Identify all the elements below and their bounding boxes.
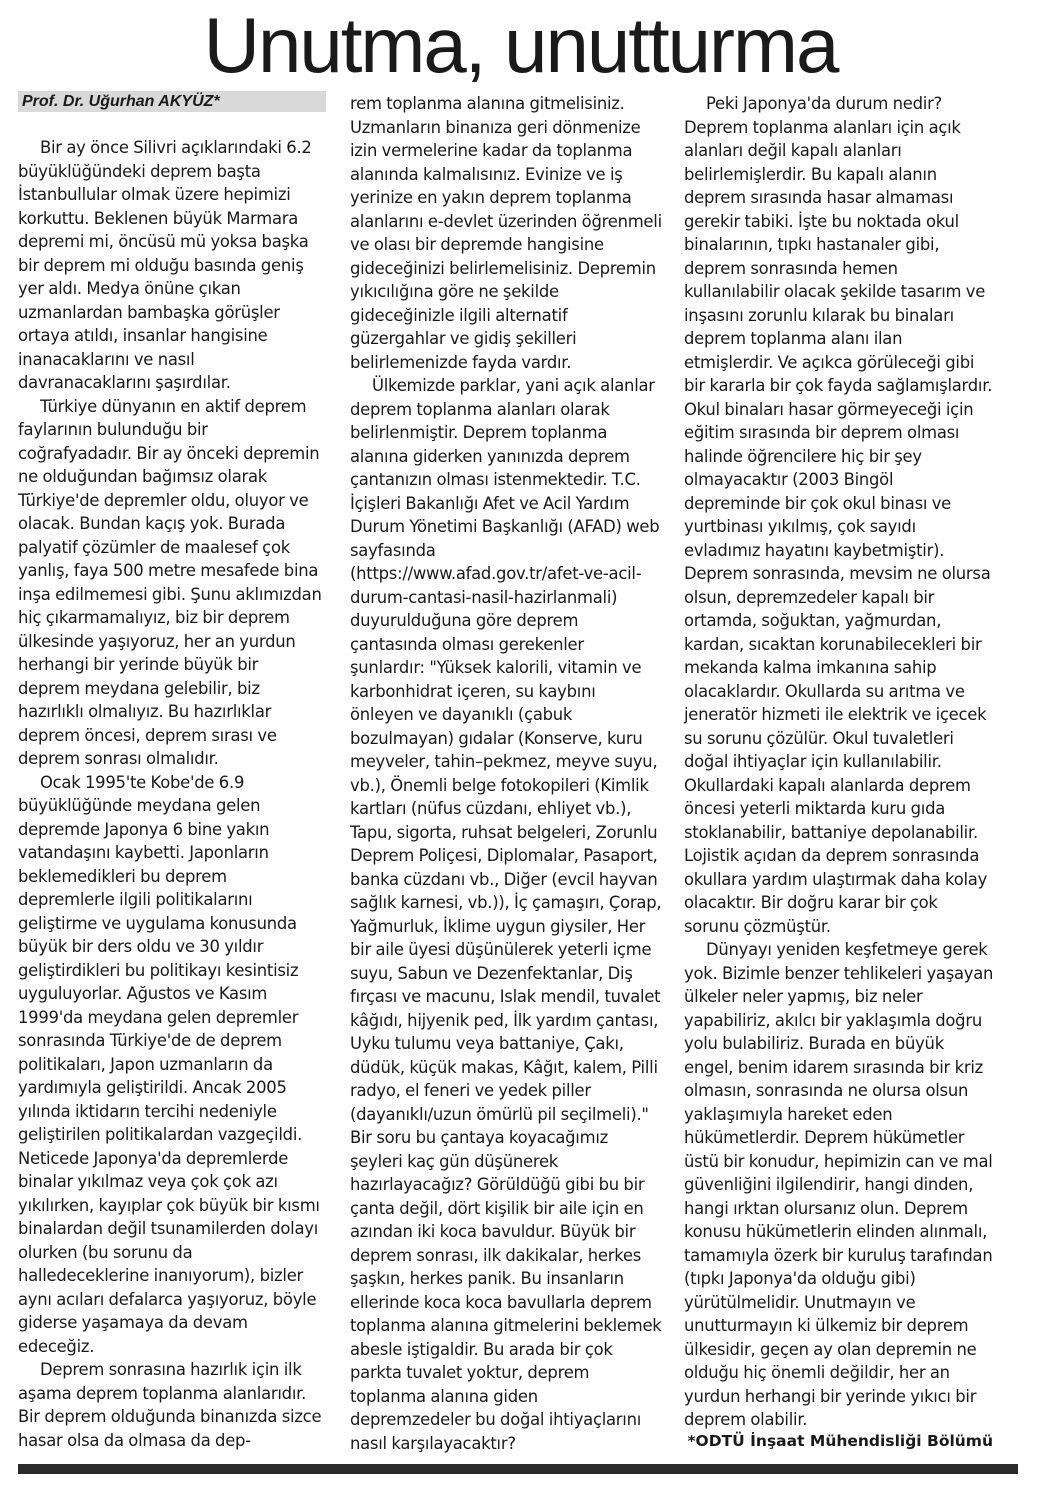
article-column-3 [684,92,994,1432]
article-column-2 [350,92,662,1455]
paragraph: Dünyayı yeniden keşfetmeye gerek yok. Bizimle benzer tehlikeleri yaşayan ülkeler neler yapmış, biz neler yapabiliriz, akılcı bir yaklaşımla doğru yolu bulabiliriz. Burada en büyük engel, benim idarem sırasında bir kriz olmasın, sonrasında ne olursa olsun yaklaşımıyla hareket eden hükümetlerdir. Deprem hükümetler üstü bir konudur, hepimizin can ve mal güvenliğini ilgilendirir, hangi dinden, hangi ırktan olursanız olun. Deprem konusu hükümetlerin elinden alınmalı, tamamıyla özerk bir kuruluş tarafından (tıpkı Japonya'da olduğu gibi) yürütülmelidir. Unutmayın ve unutturmayın ki ülkemiz bir deprem ülkesidir, geçen ay olan depremin ne olduğu hiç önemli değildir, her an yurdun herhangi bir yerinde yıkıcı bir deprem olabilir. [684,940,994,1429]
paragraph: Ülkemizde parklar, yani açık alanlar deprem toplanma alanları olarak belirlenmiştir. Deprem toplanma alanına giderken yanınızda deprem çantanızın olması istenmektedir. T.C. İçişleri Bakanlığı Afet ve Acil Yardım Durum Yönetimi Başkanlığı (AFAD) web sayfasında (https://www.afad.gov.tr/afet-ve-acil-durum-cantasi-nasil-hazirlanmali) duyurulduğuna göre deprem çantasında olması gerekenler şunlardır: "Yüksek kalorili, vitamin ve karbonhidrat içeren, su kaybını önleyen ve dayanıklı (çabuk bozulmayan) gıdalar (Konserve, kuru meyveler, tahin–pekmez, meyve suyu, vb.), Önemli belge fotokopileri (Kimlik kartları (nüfus cüzdanı, ehliyet vb.), Tapu, sigorta, ruhsat belgeleri, Zorunlu Deprem Poliçesi, Diplomalar, Pasaport, banka cüzdanı vb., Diğer (evcil hayvan sağlık karnesi, vb.)), İç çamaşırı, Çorap, Yağmurluk, İklime uygun giysiler, Her bir aile üyesi düşünülerek yeterli içme suyu, Sabun ve Dezenfektanlar, Diş fırçası ve macunu, Islak mendil, tuvalet kâğıdı, hijyenik ped, İlk yardım çantası, Uyku tulumu veya battaniye, Çakı, düdük, küçük makas, Kâğıt, kalem, Pilli radyo, el feneri ve yedek piller (dayanıklı/uzun ömürlü pil seçilmeli)." Bir soru bu çantaya koyacağımız şeyleri kaç gün düşünerek hazırlayacağız? Görüldüğü gibi bu bir çanta değil, dört kişilik bir aile için en azından iki koca bavuldur. Büyük bir deprem sonrası, ilk dakikalar, herkes şaşkın, herkes panik. Bu insanların ellerinde koca koca bavullarla deprem toplanma alanına gitmelerini beklemek abesle iştigaldir. Bu arada bir çok parkta tuvalet yoktur, deprem toplanma alanına giden depremzedeler bu doğal ihtiyaçlarını nasıl karşılayacaktır? [350,376,662,1453]
article-column-1 [18,136,324,1452]
bottom-rule [18,1464,1018,1474]
paragraph: Ocak 1995'te Kobe'de 6.9 büyüklüğünde meydana gelen depremde Japonya 6 bine yakın vatandaşını kaybetti. Japonların beklemedikleri bu deprem depremlerle ilgili politikalarını geliştirme ve uygulama konusunda büyük bir ders oldu ve 30 yıldır geliştirdikleri bu politikayı kesintisiz uyguluyorlar. Ağustos ve Kasım 1999'da meydana gelen depremler sonrasında Türkiye'de de deprem politikaları, Japon uzmanların da yardımıyla geliştirildi. Ancak 2005 yılında iktidarın tercihi nedeniyle geliştirilen politikalardan vazgeçildi. Neticede Japonya'da depremlerde binalar yıkılmaz veya çok çok azı yıkılırken, kayıplar çok büyük bir kısmı binalardan değil tsunamilerden dolayı olurken (bu sorunu da halledeceklerine inanıyorum), bizler aynı acıları defalarca yaşıyoruz, böyle giderse yaşamaya da devam edeceğiz. [18,772,320,1356]
paragraph: Türkiye dünyanın en aktif deprem faylarının bulunduğu bir coğrafyadadır. Bir ay önceki depremin ne olduğundan bağımsız olarak Türkiye'de depremler oldu, oluyor ve olacak. Bundan kaçış yok. Burada palyatif çözümler de maalesef çok yanlış, faya 500 metre mesafede bina inşa edilmemesi gibi. Şunu aklımızdan hiç çıkarmamalıyız, biz bir deprem ülkesinde yaşıyoruz, her an yurdun herhangi bir yerinde büyük bir deprem meydana gelebilir, biz hazırlıklı olmalıyız. Bu hazırlıklar deprem öncesi, deprem sırası ve deprem sonrası olmalıdır. [18,396,322,768]
author-affiliation-footnote: *ODTÜ İnşaat Mühendisliği Bölümü [687,1432,993,1450]
paragraph: Deprem sonrasına hazırlık için ilk aşama deprem toplanma alanlarıdır. Bir deprem olduğunda binanızda sizce hasar olsa da olmasa da dep- [18,1360,322,1450]
author-byline: Prof. Dr. Uğurhan AKYÜZ* [18,91,326,112]
paragraph: rem toplanma alanına gitmelisiniz. Uzmanların binanıza geri dönmenize izin vermelerine kadar da toplanma alanında kalmalısınız. Evinize ve iş yerinize en yakın deprem toplanma alanlarını e-devlet üzerinden öğrenmeli ve olası bir depremde hangisine gideceğinizi belirlemelisiniz. Depremin yıkıcılığına göre ne şekilde gideceğinizle ilgili alternatif güzergahlar ve gidiş şekilleri belirlemenizde fayda vardır. [350,94,662,372]
article-title: Unutma, unutturma [203,1,838,89]
paragraph: Bir ay önce Silivri açıklarındaki 6.2 büyüklüğündeki deprem başta İstanbullular olmak üzere hepimizi korkuttu. Beklenen büyük Marmara depremi mi, öncüsü mü yoksa başka bir deprem mi olduğu basında geniş yer aldı. Medya önüne çıkan uzmanlardan bambaşka görüşler ortaya atıldı, insanlar hangisine inanacaklarını ve nasıl davranacaklarını şaşırdılar. [18,138,312,392]
paragraph: Peki Japonya'da durum nedir? Deprem toplanma alanları için açık alanları değil kapalı alanları belirlemişlerdir. Bu kapalı alanın deprem sırasında hasar almaması gerekir tabiki. İşte bu noktada okul binalarının, tıpkı hastanaler gibi, deprem sonrasında hemen kullanılabilir olacak şekilde tasarım ve inşasını zorunlu kılarak bu binaları deprem toplanma alanı ilan etmişlerdir. Ve açıkca görüleceği gibi bir kararla bir çok fayda sağlamışlardır. Okul binaları hasar görmeyeceği için eğitim sırasında bir deprem olması halinde öğrencilere hiç bir şey olmayacaktır (2003 Bingöl depreminde bir çok okul binası ve yurtbinası yıkılmış, çok sayıdı evladımız hayatını kaybetmiştir). Deprem sonrasında, mevsim ne olursa olsun, depremzedeler kapalı bir ortamda, soğuktan, yağmurdan, kardan, sıcaktan korunabilecekleri bir mekanda kalma imkanına sahip olacaklardır. Okullarda su arıtma ve jeneratör hizmeti ile elektrik ve içecek su sorunu çözülür. Okul tuvaletleri doğal ihtiyaçlar için kullanılabilir. Okullardaki kapalı alanlarda deprem öncesi yeterli miktarda kuru gıda stoklanabilir, battaniye depolanabilir. Lojistik açıdan da deprem sonrasında okullara yardım ulaştırmak daha kolay olacaktır. Bir doğru karar bir çok sorunu çözmüştür. [684,94,993,936]
